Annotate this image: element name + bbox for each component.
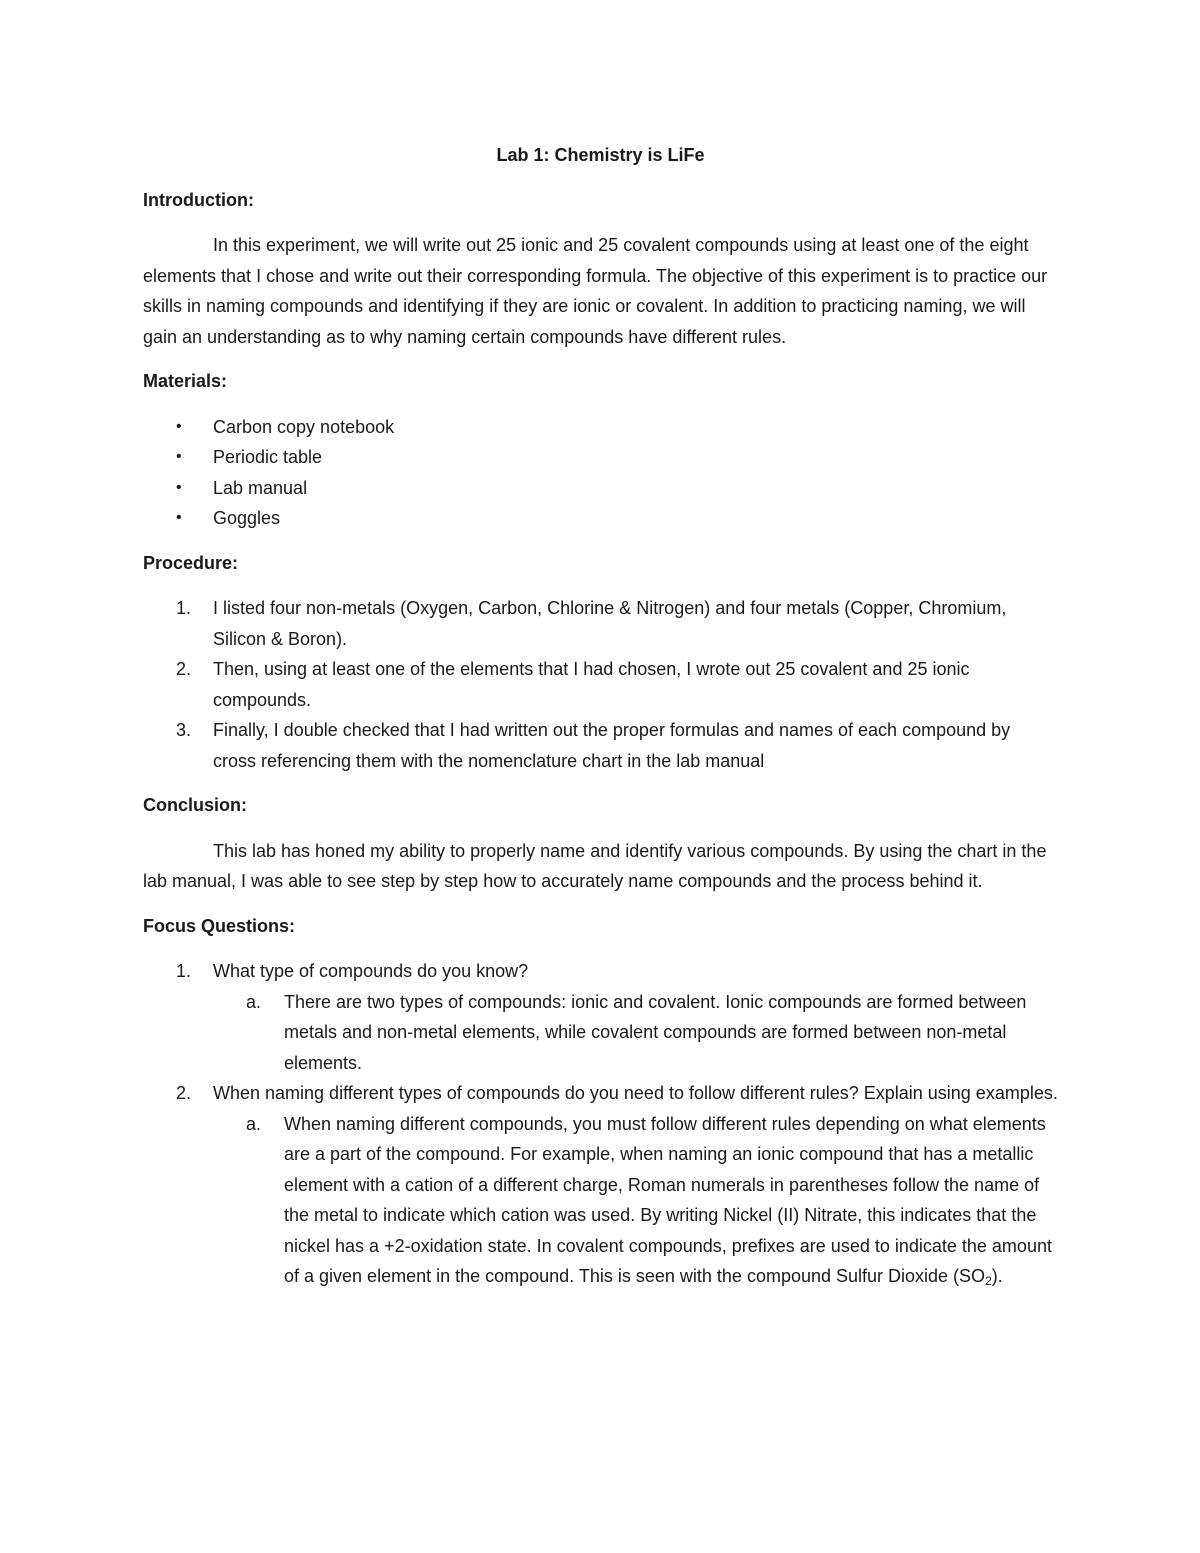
question-number: 1. [176,961,192,981]
list-item [143,442,1058,473]
bullet-icon: • [176,448,182,465]
list-item [143,473,1058,504]
focus-questions-list [143,956,1058,1292]
material-label: Carbon copy notebook [213,416,395,437]
list-item [143,412,1058,443]
step-number: 3. [176,720,192,740]
step-text: Finally, I double checked that I had written out the proper formulas and names of each compound by cross referencing them with the nomenclature chart in the lab manual [213,720,1011,771]
formula-subscript: 2 [985,1274,992,1288]
materials-heading: Materials: [143,371,228,391]
step-text: I listed four non-metals (Oxygen, Carbon, Chlorine & Nitrogen) and four metals (Copper, Chromium, Silicon & Boron). [213,598,1007,649]
document-body [143,140,1058,1306]
answer-label: a. [246,1113,262,1134]
answer-list [213,1109,1058,1292]
procedure-list [143,593,1058,776]
answer-list [213,987,1058,1079]
answer-text-end: ). [991,1266,1003,1286]
material-label: Goggles [213,508,281,528]
procedure-heading: Procedure: [143,552,239,573]
step-text: Then, using at least one of the elements that I had chosen, I wrote out 25 covalent and 25 ionic compounds. [213,659,970,710]
document-title: Lab 1: Chemistry is LiFe [496,145,705,165]
step-number: 1. [176,598,192,618]
materials-list [143,412,1058,534]
bullet-icon: • [176,478,182,496]
list-item [143,956,1058,1078]
conclusion-heading: Conclusion: [143,795,247,815]
answer-text: There are two types of compounds: ionic and covalent. Ionic compounds are formed between metals and non-metal elements, while covalent compounds are formed between non-metal elements. [284,991,1027,1073]
question-text: What type of compounds do you know? [213,961,529,981]
focus-questions-heading: Focus Questions: [143,915,296,936]
list-item [143,654,1058,715]
list-item [213,987,1058,1079]
introduction-paragraph: In this experiment, we will write out 25 ionic and 25 covalent compounds using at least one of the eight elements that I chose and write out their corresponding formula. The objective of this experiment is to practice our skills in naming compounds and identifying if they are ionic or covalent. In addition to practicing naming, we will gain an understanding as to why naming certain compounds have different rules. [143,235,1048,347]
answer-text: When naming different compounds, you must follow different rules depending on what elements are a part of the compound. For example, when naming an ionic compound that has a metallic element with a cation of a different charge, Roman numerals in parentheses follow the name of the metal to indicate which cation was used. By writing Nickel (II) Nitrate, this indicates that the nickel has a +2-oxidation state. In covalent compounds, prefixes are used to indicate the amount of a given element in the compound. This is seen with the compound Sulfur Dioxide (SO [284,1113,1052,1286]
list-item [213,1109,1058,1292]
material-label: Periodic table [213,447,323,467]
material-label: Lab manual [213,477,308,498]
bullet-icon: • [176,509,182,526]
list-item [143,503,1058,534]
list-item [143,715,1058,776]
step-number: 2. [176,659,192,679]
bullet-icon: • [176,417,182,435]
conclusion-paragraph: This lab has honed my ability to properly name and identify various compounds. By using the chart in the lab manual, I was able to see step by step how to accurately name compounds and the process behind it. [143,840,1047,891]
introduction-heading: Introduction: [143,189,254,210]
question-number: 2. [176,1083,192,1103]
list-item [143,593,1058,654]
answer-label: a. [246,991,262,1012]
question-text: When naming different types of compounds do you need to follow different rules? Explain using examples. [213,1083,1058,1103]
list-item [143,1078,1058,1292]
